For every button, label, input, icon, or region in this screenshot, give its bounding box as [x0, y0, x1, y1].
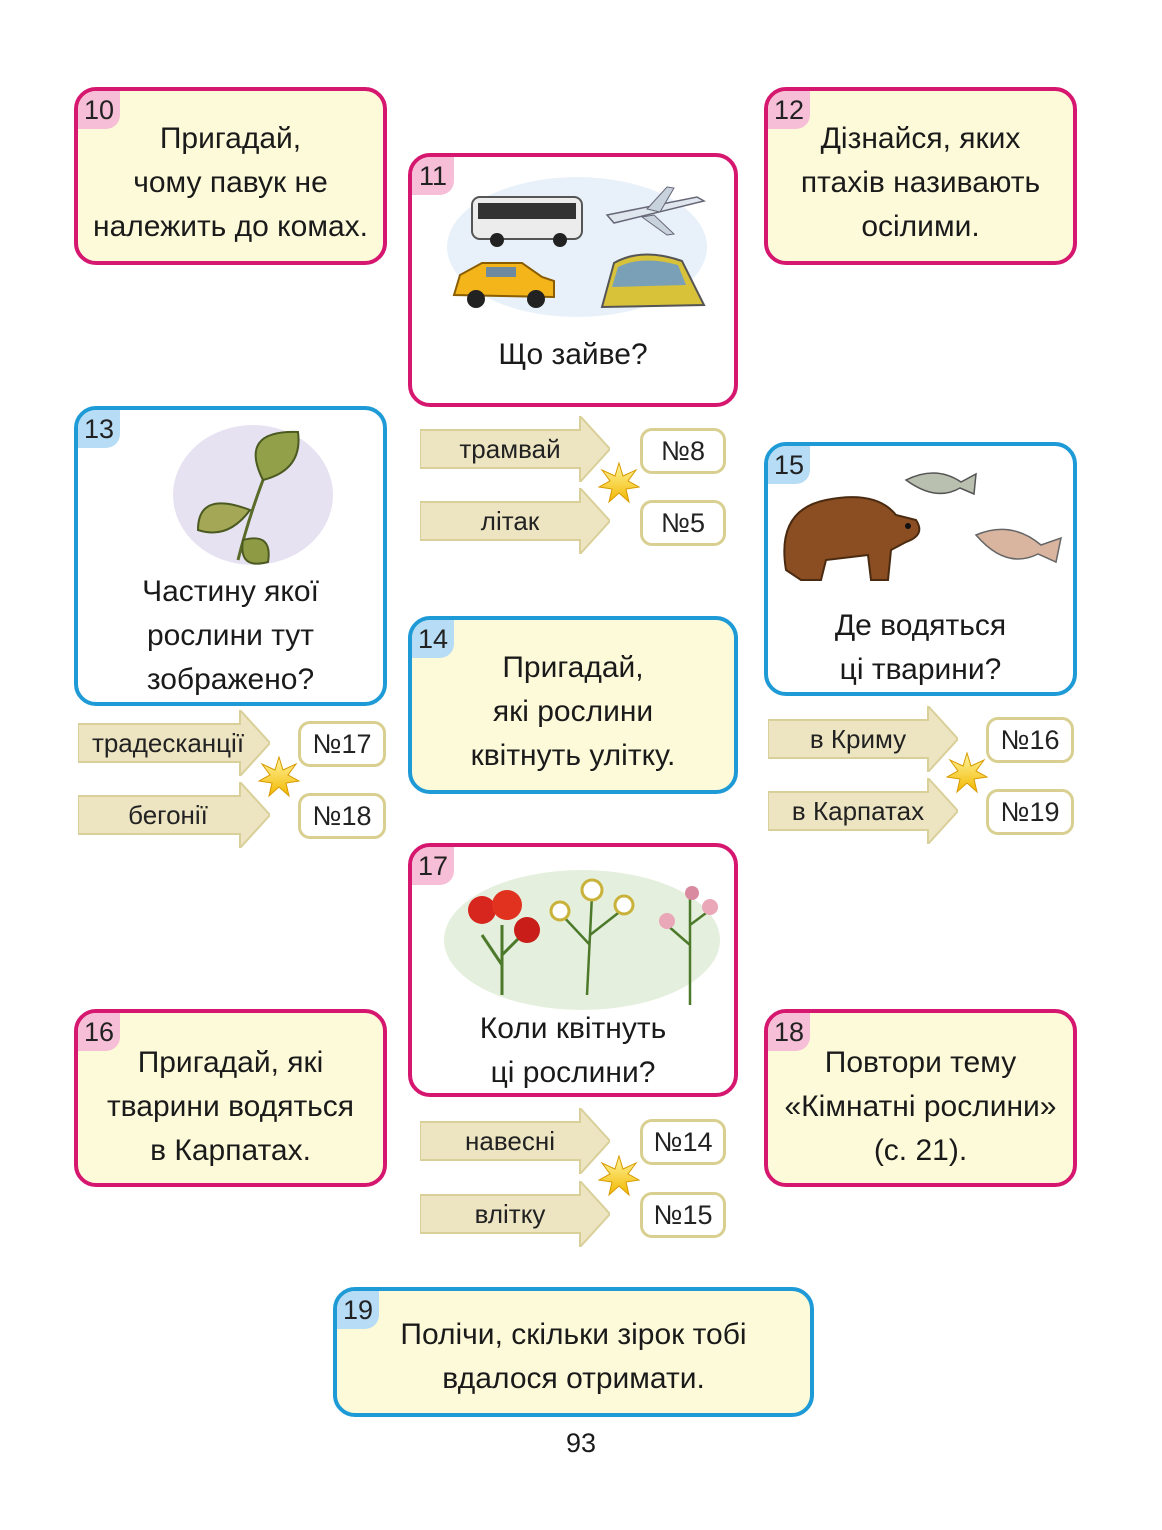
- task-card-16: [74, 1009, 387, 1187]
- goto-task-box[interactable]: №5: [640, 500, 726, 546]
- answer-label: трамвай: [459, 434, 561, 464]
- answer-option[interactable]: [420, 1181, 610, 1247]
- answer-label: традесканції: [91, 728, 245, 758]
- task-card-12: [764, 87, 1077, 265]
- answer-option[interactable]: [78, 710, 270, 776]
- task-number: 18: [768, 1013, 810, 1051]
- flowers-illustration: [442, 855, 722, 1010]
- task-text: Дізнайся, яких птахів називають осілими.: [800, 122, 1041, 243]
- task-card-17: [408, 843, 738, 1097]
- bear-and-fish-illustration: [776, 460, 1066, 590]
- bus-icon: [472, 197, 582, 247]
- answer-label: бегонії: [128, 800, 208, 830]
- task-number: 11: [412, 157, 454, 195]
- answer-label: влітку: [474, 1199, 546, 1229]
- goto-task-box[interactable]: №17: [298, 721, 386, 767]
- goto-task-box[interactable]: №18: [298, 793, 386, 839]
- task-card-14: [408, 616, 738, 794]
- star-icon: [598, 1155, 640, 1197]
- task-text: Де водяться ці тварини?: [834, 609, 1007, 686]
- fish-icon: [906, 473, 976, 494]
- goto-task-box[interactable]: №8: [640, 428, 726, 474]
- task-number: 16: [78, 1013, 120, 1051]
- page-number: 93: [565, 1428, 597, 1458]
- answer-label: в Криму: [809, 724, 907, 754]
- answer-option[interactable]: [420, 1108, 610, 1174]
- answer-option[interactable]: [768, 778, 958, 844]
- goto-task-box[interactable]: №15: [640, 1192, 726, 1238]
- answer-option[interactable]: [420, 488, 610, 554]
- task-text: Що зайве?: [498, 338, 648, 371]
- task-text: Пригадай, чому павук не належить до комах.: [93, 122, 368, 243]
- task-card-10: [74, 87, 387, 265]
- answer-option[interactable]: [420, 416, 610, 482]
- task-text: Пригадай, які тварини водяться в Карпатах.: [106, 1046, 355, 1167]
- transport-illustration: [442, 167, 712, 317]
- task-card-15: [764, 442, 1077, 696]
- task-text: Пригадай, які рослини квітнуть улітку.: [470, 651, 676, 772]
- task-number: 14: [412, 620, 454, 658]
- answer-option[interactable]: [768, 706, 958, 772]
- plant-cutting-illustration: [168, 420, 338, 570]
- task-card-13: [74, 406, 387, 706]
- answer-label: в Карпатах: [791, 796, 925, 826]
- answer-option[interactable]: [78, 782, 270, 848]
- task-card-18: [764, 1009, 1077, 1187]
- task-number: 12: [768, 91, 810, 129]
- task-number: 10: [78, 91, 120, 129]
- fish-icon: [976, 529, 1061, 562]
- bear-icon: [784, 497, 919, 580]
- task-number: 13: [78, 410, 120, 448]
- task-card-19: [333, 1287, 814, 1417]
- task-text: Полічи, скільки зірок тобі вдалося отримати.: [400, 1318, 747, 1395]
- task-text: Частину якої рослини тут зображено?: [142, 575, 319, 696]
- star-icon: [258, 756, 300, 798]
- answer-label: літак: [480, 506, 540, 536]
- goto-task-box[interactable]: №16: [986, 717, 1074, 763]
- goto-task-box[interactable]: №19: [986, 789, 1074, 835]
- task-text: Коли квітнуть ці рослини?: [479, 1012, 667, 1089]
- star-icon: [598, 462, 640, 504]
- task-number: 17: [412, 847, 454, 885]
- task-number: 19: [337, 1291, 379, 1329]
- answer-label: навесні: [465, 1126, 555, 1156]
- task-number: 15: [768, 446, 810, 484]
- goto-task-box[interactable]: №14: [640, 1119, 726, 1165]
- task-card-11: [408, 153, 738, 407]
- star-icon: [946, 752, 988, 794]
- task-text: Повтори тему «Кімнатні рослини» (с. 21).: [784, 1046, 1057, 1167]
